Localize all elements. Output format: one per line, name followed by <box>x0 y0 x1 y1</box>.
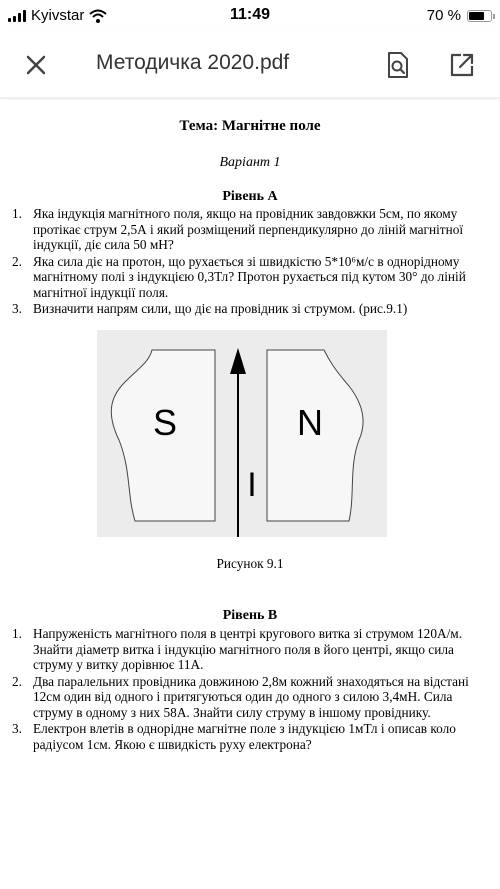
task-text: Яка сила діє на протон, що рухається зі швидкістю 5*10⁶м/с в однорідному магнітному полі з індукцією 0,3Тл? Протон рухається під кутом 30° до ліній магнітної індукції поля. <box>33 253 466 300</box>
task-number: 1. <box>12 626 22 641</box>
topic-title: Тема: Магнітне поле <box>179 118 321 134</box>
task-number: 3. <box>12 301 22 316</box>
current-label: I <box>247 466 257 504</box>
close-icon <box>25 54 47 76</box>
task-item <box>12 674 480 721</box>
carrier-label: Kyivstar <box>31 7 85 24</box>
task-number: 2. <box>12 673 22 689</box>
north-pole-label: N <box>297 402 323 443</box>
task-text: Визначити напрям сили, що діє на провідник зі струмом. (рис.9.1) <box>33 301 408 316</box>
task-text: Напруженість магнітного поля в центрі кругового витка зі струмом 120А/м. Знайти діаметр витка і індукцію магнітного поля в його центрі, якщо сила струму у витку дорівнює 11А. <box>33 626 463 672</box>
task-item <box>12 301 480 317</box>
task-item <box>12 206 480 253</box>
battery-percent: 70 % <box>426 7 461 24</box>
task-number: 1. <box>12 206 22 221</box>
open-external-icon <box>449 52 475 78</box>
variant-title: Варіант 1 <box>219 155 281 170</box>
close-button[interactable] <box>18 47 54 83</box>
open-external-button[interactable] <box>444 47 480 83</box>
task-number: 2. <box>12 253 22 269</box>
task-item <box>12 626 480 673</box>
level-b-title: Рівень В <box>222 608 278 623</box>
task-item <box>12 254 480 301</box>
status-right <box>427 7 492 24</box>
magnet-diagram <box>97 330 387 537</box>
task-text: Яка індукція магнітного поля, якщо на провідник завдовжки 5см, по якому протікає струм 2,5А і який розміщений перпендикулярно до ліній магнітної індукції, діє сила 50 мН? <box>33 206 464 252</box>
level-a-title: Рівень А <box>222 189 278 204</box>
figure-caption: Рисунок 9.1 <box>216 556 284 571</box>
document-search-icon <box>386 51 410 79</box>
current-arrow-head <box>230 348 246 374</box>
pdf-page[interactable] <box>0 100 500 889</box>
task-number: 3. <box>12 721 22 736</box>
task-text: Два паралельних провідника довжиною 2,8м кожний знаходяться на відстані 12см один від одного і притягуються один до одного з силою 3,4мН. Сила струму в одному з них 58А. Знайти силу струму в іншому провіднику. <box>33 673 469 720</box>
level-b-tasks <box>12 626 480 753</box>
viewer-toolbar <box>0 32 500 98</box>
level-a-tasks <box>12 206 480 318</box>
task-text: Електрон влетів в однорідне магнітне поле з індукцією 1мТл і описав коло радіусом 1см. Якою є швидкість руху електрона? <box>33 721 456 752</box>
figure-9-1 <box>97 330 387 537</box>
battery-icon <box>467 10 492 22</box>
task-item <box>12 721 480 752</box>
south-pole-label: S <box>152 402 178 443</box>
search-document-button[interactable] <box>380 47 416 83</box>
document-title: Методичка 2020.pdf <box>96 51 290 74</box>
status-bar <box>0 0 500 32</box>
status-time: 11:49 <box>229 6 271 23</box>
